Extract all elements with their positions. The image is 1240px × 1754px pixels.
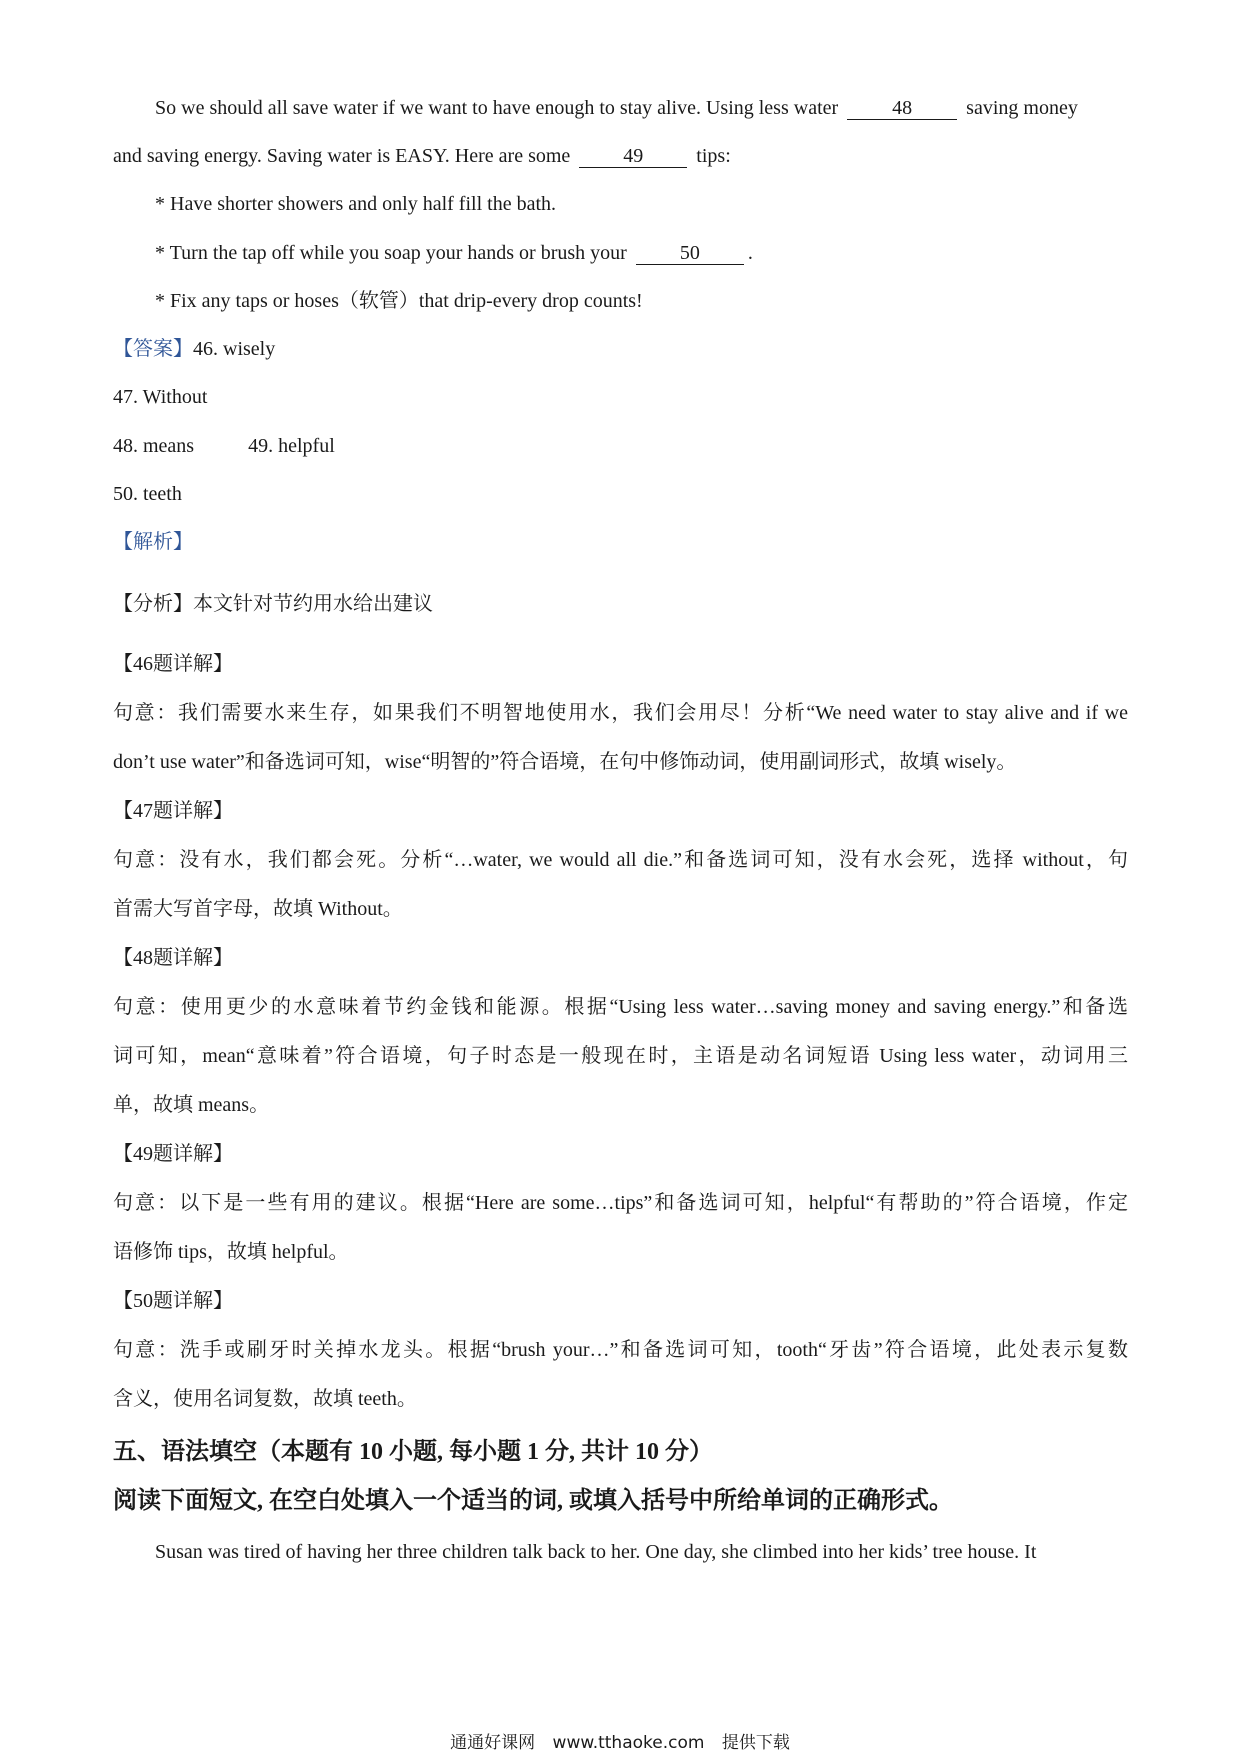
tip-2-text: * Turn the tap off while you soap your hands or brush your [155,242,627,264]
blank-48: 48 [847,97,957,120]
q49-line-1: 句意：以下是一些有用的建议。根据“Here are some…tips”和备选词可知，helpful“有帮助的”符合语境，作定 [113,1192,1128,1214]
answer-line-46 [113,335,275,363]
passage-line-2-after: tips: [696,145,731,167]
tip-2 [155,239,753,267]
q47-line-2: 首需大写首字母，故填 Without。 [113,898,403,920]
passage-line-1 [155,94,1130,122]
q47-line-1: 句意：没有水，我们都会死。分析“…water, we would all die.”和备选词可知，没有水会死，选择 without，句 [113,849,1128,871]
q46-line-1: 句意：我们需要水来生存，如果我们不明智地使用水，我们会用尽！分析“We need water to stay alive and if we [113,702,1128,724]
q50-line-1: 句意：洗手或刷牙时关掉水龙头。根据“brush your…”和备选词可知，tooth“牙齿”符合语境，此处表示复数 [113,1339,1128,1361]
section-5-heading: 五、语法填空（本题有 10 小题, 每小题 1 分, 共计 10 分） [113,1439,713,1465]
footer-site-name: 通通好课网 [450,1733,536,1753]
tip-1: * Have shorter showers and only half fill the bath. [155,193,557,215]
blank-50: 50 [636,242,744,265]
q47-title: 【47题详解】 [113,800,233,822]
passage-line-1-after: saving money [966,97,1078,119]
q48-line-3: 单，故填 means。 [113,1094,270,1116]
q48-title: 【48题详解】 [113,947,233,969]
q50-line-2: 含义，使用名词复数，故填 teeth。 [113,1388,417,1410]
q46-line-2: don’t use water”和备选词可知，wise“明智的”符合语境，在句中修饰动词，使用副词形式，故填 wisely。 [113,751,1017,773]
passage-line-2-text: and saving energy. Saving water is EASY. Here are some [113,145,571,167]
footer-note: 提供下载 [721,1733,790,1753]
tip-2-after: . [747,242,753,264]
q49-title: 【49题详解】 [113,1143,233,1165]
section-5-passage-start: Susan was tired of having her three children talk back to her. One day, she climbed into her kids’ tree house. It [155,1541,1037,1563]
passage-line-1-text: So we should all save water if we want to have enough to stay alive. Using less water [155,97,839,119]
q49-line-2: 语修饰 tips，故填 helpful。 [113,1241,349,1263]
q46-title: 【46题详解】 [113,653,233,675]
q48-line-1: 句意：使用更少的水意味着节约金钱和能源。根据“Using less water…saving money and saving energy.”和备选 [113,996,1128,1018]
answer-label: 【答案】 [113,338,193,360]
answer-line-48-49 [113,432,335,460]
tip-3: * Fix any taps or hoses（软管）that drip-every drop counts! [155,290,643,312]
answer-47: 47. Without [113,386,208,408]
answer-50: 50. teeth [113,483,182,505]
answer-48: 48. means [113,435,195,457]
answer-49: 49. helpful [248,435,335,457]
passage-line-2 [113,142,731,170]
analysis-summary: 【分析】本文针对节约用水给出建议 [113,593,433,615]
section-5-instruction: 阅读下面短文, 在空白处填入一个适当的词, 或填入括号中所给单词的正确形式。 [113,1488,953,1514]
page-footer [0,1728,1240,1753]
analysis-label: 【解析】 [113,531,193,553]
q48-line-2: 词可知，mean“意味着”符合语境，句子时态是一般现在时，主语是动名词短语 Using less water，动词用三 [113,1045,1128,1067]
answer-46: 46. wisely [193,338,276,360]
blank-49: 49 [579,145,687,168]
q50-title: 【50题详解】 [113,1290,233,1312]
footer-url[interactable]: www.tthaoke.com [552,1733,705,1753]
